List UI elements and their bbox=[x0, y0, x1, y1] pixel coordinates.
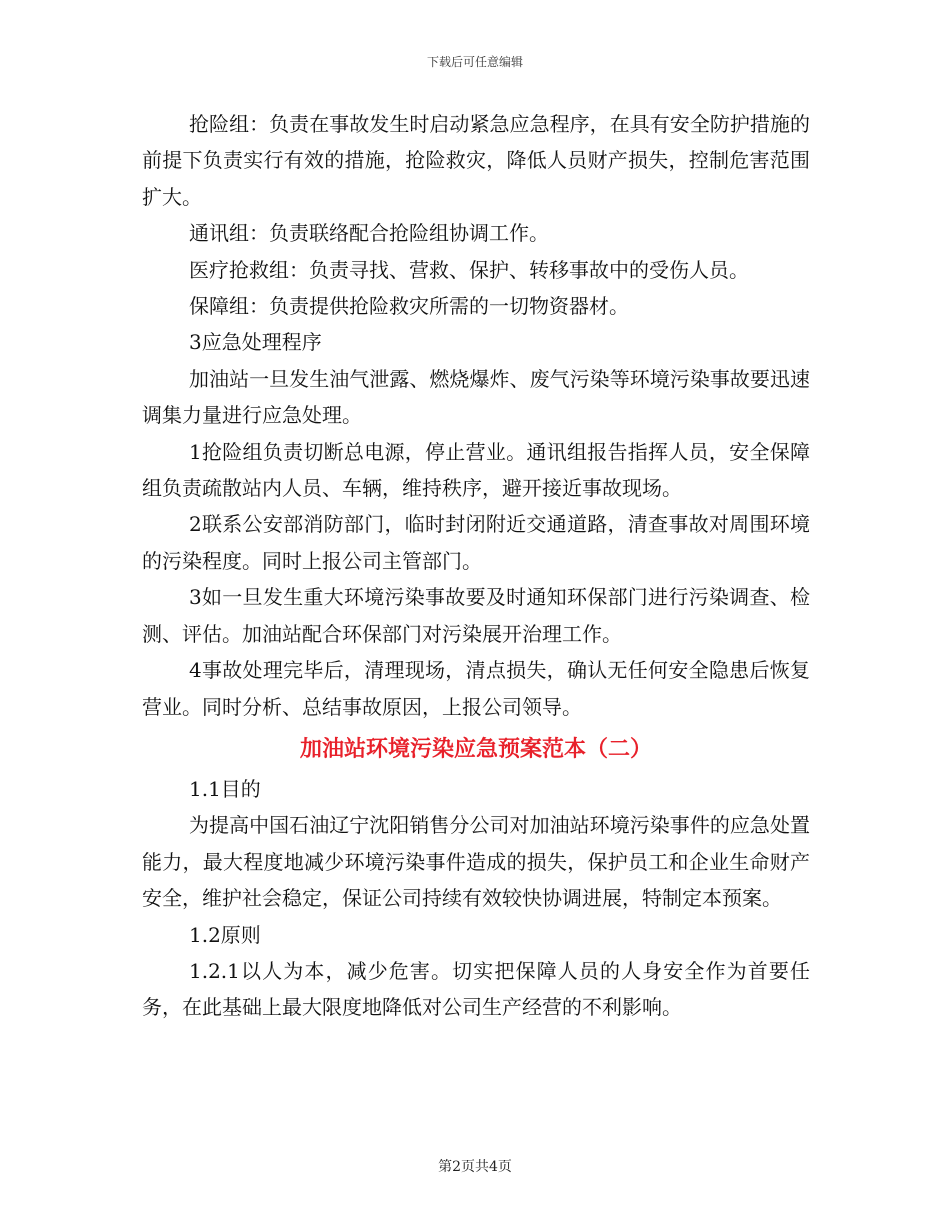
paragraph-communication-team: 通讯组：负责联络配合抢险组协调工作。 bbox=[189, 221, 549, 246]
heading-emergency-procedure: 3应急处理程序 bbox=[189, 330, 322, 355]
page-header: 下载后可任意编辑 bbox=[426, 55, 523, 69]
paragraph-purpose: 为提高中国石油辽宁沈阳销售分公司对加油站环境污染事件的应急处置能力，最大程度地减少环境污染事件造成的损失，保护员工和企业生命财产安全，维护社会稳定，保证公司持续有效较快协调进展，特制定本预案。 bbox=[142, 813, 810, 911]
heading-principles: 1.2原则 bbox=[189, 922, 261, 947]
paragraph-procedure-intro: 加油站一旦发生油气泄露、燃烧爆炸、废气污染等环境污染事故要迅速调集力量进行应急处理。 bbox=[142, 366, 810, 428]
paragraph-support-team: 保障组：负责提供抢险救灾所需的一切物资器材。 bbox=[189, 294, 629, 319]
section-title: 加油站环境污染应急预案范本（二） bbox=[299, 735, 652, 762]
paragraph-step-1: 1抢险组负责切断总电源，停止营业。通讯组报告指挥人员，安全保障组负责疏散站内人员、车辆，维持秩序，避开接近事故现场。 bbox=[142, 439, 810, 501]
paragraph-medical-team: 医疗抢救组：负责寻找、营救、保护、转移事故中的受伤人员。 bbox=[189, 257, 749, 282]
page-footer: 第2页共4页 bbox=[438, 1159, 512, 1175]
paragraph-principle-1: 1.2.1以人为本，减少危害。切实把保障人员的人身安全作为首要任务，在此基础上最大限度地降低对公司生产经营的不利影响。 bbox=[142, 958, 810, 1020]
paragraph-step-2: 2联系公安部消防部门，临时封闭附近交通道路，清查事故对周围环境的污染程度。同时上报公司主管部门。 bbox=[142, 512, 810, 573]
heading-purpose: 1.1目的 bbox=[189, 776, 261, 801]
paragraph-rescue-team: 抢险组：负责在事故发生时启动紧急应急程序，在具有安全防护措施的前提下负责实行有效的措施，抢险救灾，降低人员财产损失，控制危害范围扩大。 bbox=[142, 112, 810, 209]
paragraph-step-4: 4事故处理完毕后，清理现场，清点损失，确认无任何安全隐患后恢复营业。同时分析、总结事故原因，上报公司领导。 bbox=[142, 658, 810, 719]
document-body bbox=[142, 106, 810, 1026]
paragraph-step-3: 3如一旦发生重大环境污染事故要及时通知环保部门进行污染调查、检测、评估。加油站配合环保部门对污染展开治理工作。 bbox=[142, 585, 810, 646]
